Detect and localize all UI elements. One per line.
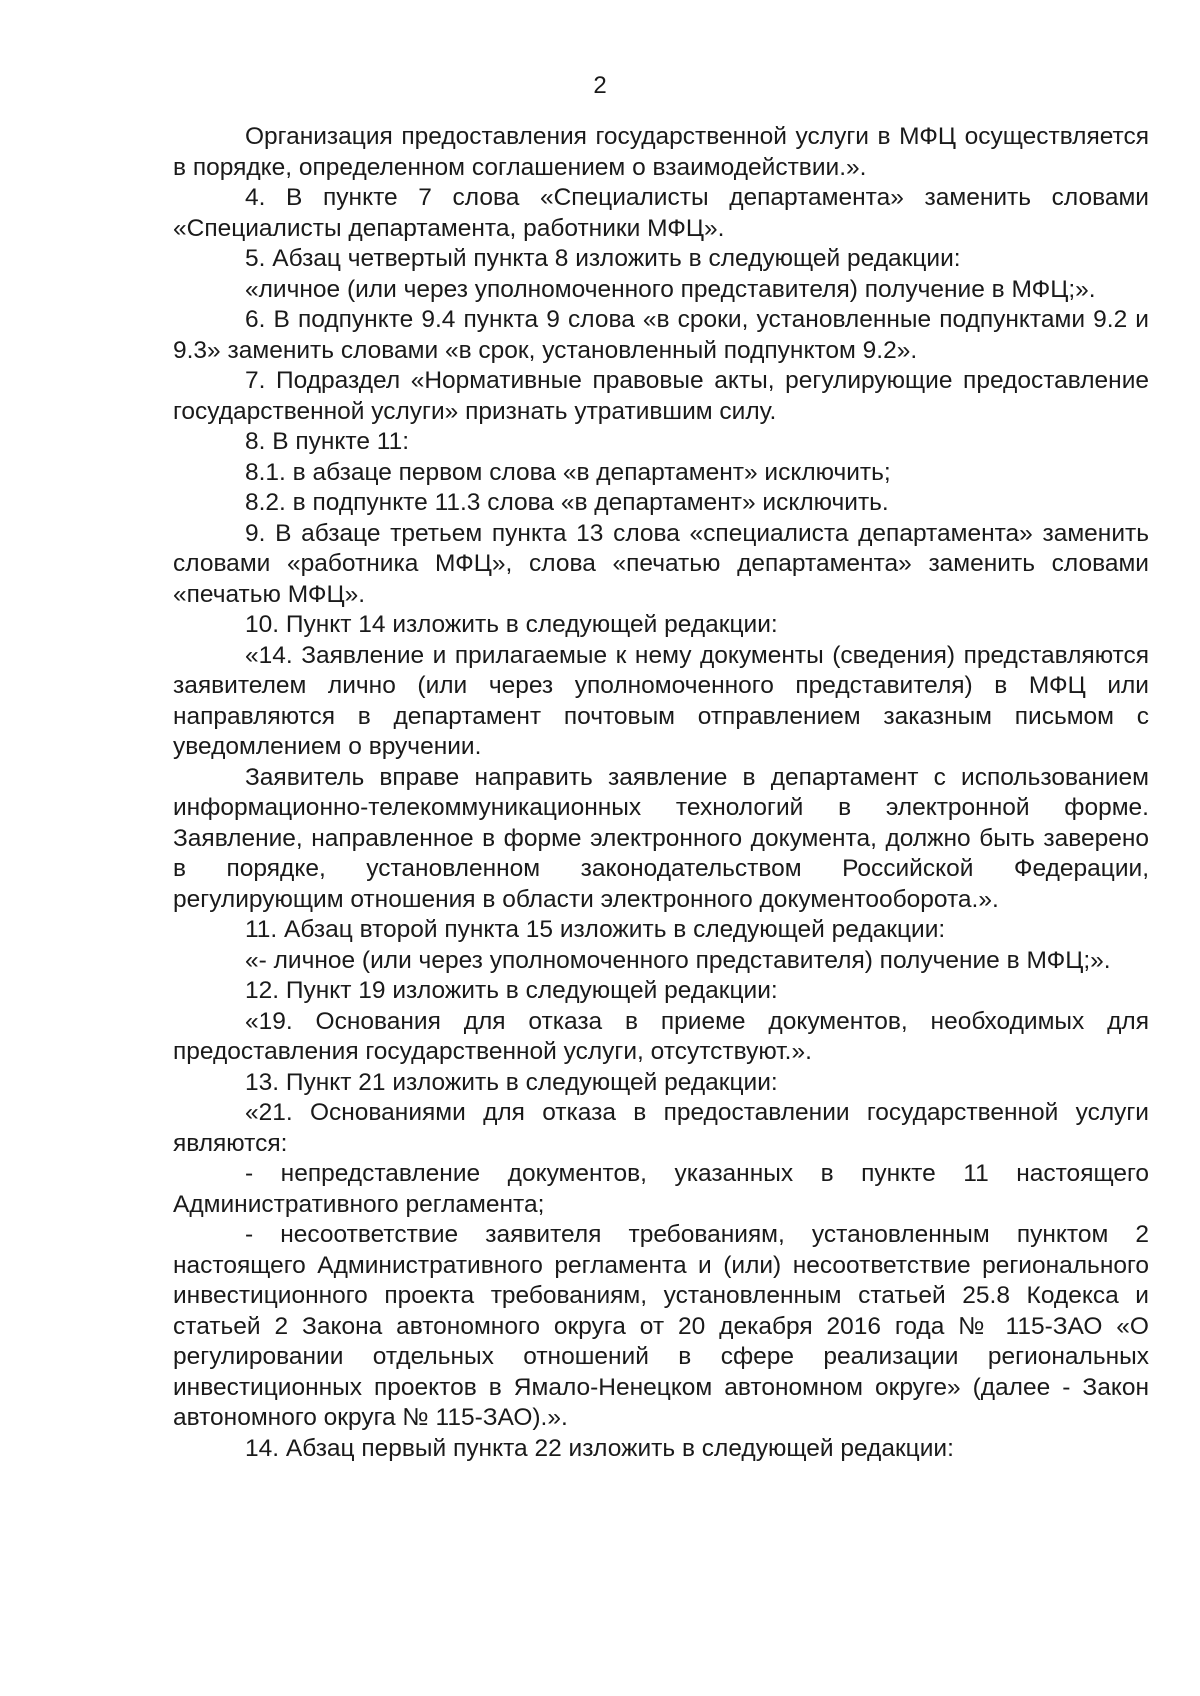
paragraph: Организация предоставления государственной услуги в МФЦ осуществляется в порядке, определенном соглашением о взаимодействии.». [173, 123, 1149, 181]
paragraph: «- личное (или через уполномоченного представителя) получение в МФЦ;». [245, 946, 1111, 974]
paragraph: 9. В абзаце третьем пункта 13 слова «специалиста департамента» заменить словами «работника МФЦ», слова «печатью департамента» заменить словами «печатью МФЦ». [173, 519, 1149, 608]
page-number: 2 [593, 72, 607, 99]
paragraph: 14. Абзац первый пункта 22 изложить в следующей редакции: [245, 1434, 954, 1462]
paragraph: - несоответствие заявителя требованиям, установленным пунктом 2 настоящего Административного регламента и (или) несоответствие регионального инвестиционного проекта требованиям, установленным статьей 25.8 Кодекса и статьей 2 Закона автономного округа от 20 декабря 2016 года № 115-ЗАО «О регулировании отдельных отношений в сфере реализации региональных инвестиционных проектов в Ямало-Ненецком автономном округе» (далее - Закон автономного округа № 115-ЗАО).». [173, 1221, 1149, 1431]
paragraph: 8.1. в абзаце первом слова «в департамент» исключить; [245, 458, 891, 486]
paragraph: 12. Пункт 19 изложить в следующей редакции: [245, 977, 778, 1004]
paragraph: 11. Абзац второй пункта 15 изложить в следующей редакции: [245, 916, 946, 943]
paragraph: 8. В пункте 11: [245, 428, 410, 455]
paragraph: «21. Основаниями для отказа в предоставлении государственной услуги являются: [173, 1099, 1149, 1157]
paragraph: - непредставление документов, указанных в пункте 11 настоящего Административного регламента; [173, 1160, 1149, 1218]
paragraph: 10. Пункт 14 изложить в следующей редакции: [245, 611, 778, 638]
paragraph: 6. В подпункте 9.4 пункта 9 слова «в сроки, установленные подпунктами 9.2 и 9.3» заменить словами «в срок, установленный подпунктом 9.2». [173, 306, 1149, 364]
paragraph: 5. Абзац четвертый пункта 8 изложить в следующей редакции: [245, 245, 961, 272]
paragraph: 13. Пункт 21 изложить в следующей редакции: [245, 1068, 778, 1096]
document-body [173, 122, 1149, 1464]
paragraph: «личное (или через уполномоченного представителя) получение в МФЦ;». [245, 275, 1096, 303]
paragraph: 4. В пункте 7 слова «Специалисты департамента» заменить словами «Специалисты департамента, работники МФЦ». [173, 184, 1149, 242]
paragraph: 7. Подраздел «Нормативные правовые акты, регулирующие предоставление государственной услуги» признать утратившим силу. [173, 367, 1149, 425]
paragraph: «14. Заявление и прилагаемые к нему документы (сведения) представляются заявителем лично (или через уполномоченного представителя) в МФЦ или направляются в департамент почтовым отправлением заказным письмом с уведомлением о вручении. [173, 641, 1149, 760]
paragraph: Заявитель вправе направить заявление в департамент с использованием информационно-телекоммуникационных технологий в электронной форме. Заявление, направленное в форме электронного документа, должно быть заверено в порядке, установленном законодательством Российской Федерации, регулирующим отношения в области электронного документооборота.». [173, 763, 1149, 913]
paragraph: «19. Основания для отказа в приеме документов, необходимых для предоставления государственной услуги, отсутствуют.». [173, 1007, 1149, 1065]
paragraph: 8.2. в подпункте 11.3 слова «в департамент» исключить. [245, 489, 889, 516]
